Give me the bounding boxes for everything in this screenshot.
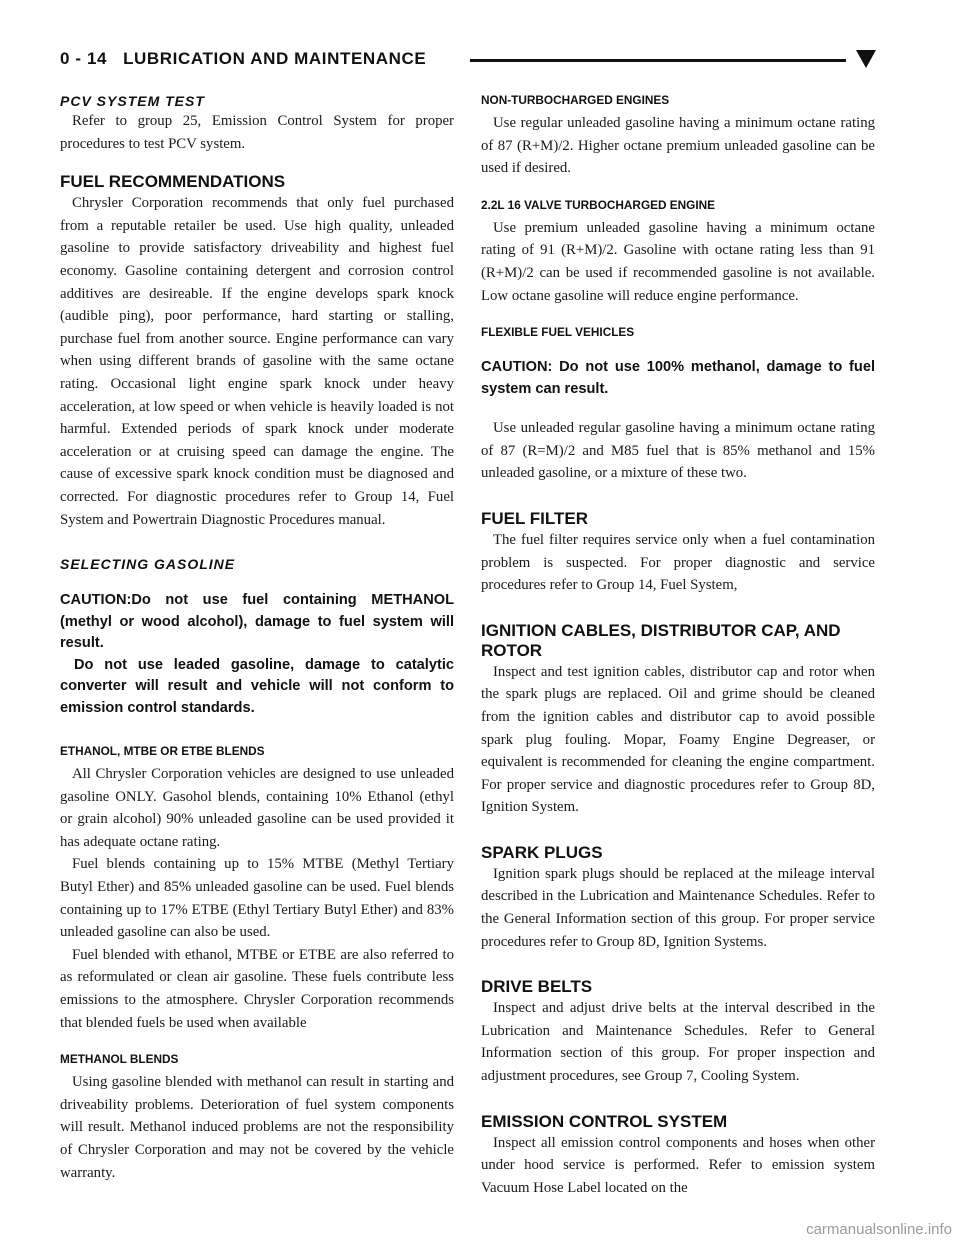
fuel-filter-heading: FUEL FILTER bbox=[481, 508, 589, 528]
selecting-gasoline-heading: SELECTING GASOLINE bbox=[60, 556, 236, 573]
header-rule bbox=[470, 59, 846, 62]
flex-fuel-heading: FLEXIBLE FUEL VEHICLES bbox=[481, 325, 635, 340]
drive-belts-text: Inspect and adjust drive belts at the interval described in the Lubrication and Maintenance Schedules. Refer to General Information section of this group. For proper inspection and adjustment procedures, see Group 7, Cooling System. bbox=[481, 1000, 875, 1085]
emission-control-text: Inspect all emission control components and hoses when other under hood service is performed. Refer to emission system Vacuum Hose Label located on the bbox=[481, 1134, 875, 1196]
page-header bbox=[60, 44, 880, 76]
turbo-heading: 2.2L 16 VALVE TURBOCHARGED ENGINE bbox=[481, 197, 716, 212]
methanol-blends-heading: METHANOL BLENDS bbox=[60, 1052, 179, 1067]
non-turbo-text: Use regular unleaded gasoline having a minimum octane rating of 87 (R+M)/2. Higher octane premium unleaded gasoline can be used if desired. bbox=[481, 115, 875, 177]
triangle-marker-icon bbox=[856, 50, 876, 68]
fuel-recommendations-text: Chrysler Corporation recommends that only fuel purchased from a reputable retailer be used. Use high quality, unleaded gasoline to provide satisfactory driveability and highest fuel economy. Gasoline containing detergent and corrosion control additives are desireable. If the engine develops spark knock (audible ping), poor performance, hard starting or stalling, purchase fuel from another source. Engine performance can vary when using different brands of gasoline with the same octane rating. Occasional light engine spark knock under heavy acceleration, at low speed or when vehicle is heavily loaded is not harmful. Extended periods of spark knock under moderate acceleration or at cruising speed can damage the engine. The cause of excessive spark knock condition must be diagnosed and corrected. For diagnostic procedures refer to Group 14, Fuel System and Powertrain Diagnostic Procedures manual. bbox=[60, 195, 454, 528]
ignition-heading: IGNITION CABLES, DISTRIBUTOR CAP, AND ROTOR bbox=[481, 620, 841, 660]
ethanol-paragraph-2: Fuel blends containing up to 15% MTBE (Methyl Tertiary Butyl Ether) and 85% unleaded gasoline can be used. Fuel blends containing up to 17% ETBE (Ethyl Tertiary Butyl Ether) and 83% unleaded gasoline can also be used. bbox=[60, 856, 454, 941]
fuel-filter-text: The fuel filter requires service only when a fuel contamination problem is suspected. For proper diagnostic and service procedures refer to Group 14, Fuel System, bbox=[481, 531, 875, 594]
header-title bbox=[60, 49, 426, 69]
non-turbo-heading: NON-TURBOCHARGED ENGINES bbox=[481, 93, 670, 107]
site-watermark: carmanualsonline.info bbox=[806, 1221, 952, 1238]
emission-control-heading: EMISSION CONTROL SYSTEM bbox=[481, 1111, 728, 1131]
pcv-heading: PCV SYSTEM TEST bbox=[60, 93, 205, 109]
section-title: LUBRICATION AND MAINTENANCE bbox=[123, 49, 427, 68]
right-column bbox=[481, 92, 875, 1199]
flex-fuel-caution: CAUTION: Do not use 100% methanol, damage to fuel system can result. bbox=[481, 359, 875, 397]
caution-leaded: Do not use leaded gasoline, damage to catalytic converter will result and vehicle will not conform to emission control standards. bbox=[60, 656, 454, 716]
fuel-recommendations-heading: FUEL RECOMMENDATIONS bbox=[60, 172, 286, 192]
caution-methanol: CAUTION:Do not use fuel containing METHANOL (methyl or wood alcohol), damage to fuel system will result. bbox=[60, 592, 454, 652]
ethanol-paragraph-3: Fuel blended with ethanol, MTBE or ETBE are also referred to as reformulated or clean air gasoline. These fuels contribute less emissions to the atmosphere. Chrysler Corporation recommends that blended fuels be used when available bbox=[60, 946, 454, 1031]
pcv-text: Refer to group 25, Emission Control System for proper procedures to test PCV system. bbox=[60, 113, 454, 152]
ignition-text: Inspect and test ignition cables, distributor cap and rotor when the spark plugs are replaced. Oil and grime should be cleaned from the ignition cables and distributor cap to avoid possible spark plug fouling. Mopar, Foamy Engine Degreaser, or equivalent is recommended for cleaning the engine compartment. For proper service and diagnostic procedures refer to Group 8D, Ignition System. bbox=[481, 663, 875, 816]
drive-belts-heading: DRIVE BELTS bbox=[481, 977, 593, 997]
ethanol-blends-heading: ETHANOL, MTBE OR ETBE BLENDS bbox=[60, 744, 265, 759]
ethanol-paragraph-1: All Chrysler Corporation vehicles are designed to use unleaded gasoline ONLY. Gasohol blends, containing 10% Ethanol (ethyl or grain alcohol) 90% unleaded gasoline can be used provided it has adequate octane rating. bbox=[60, 766, 454, 850]
page-number: 0 - 14 bbox=[60, 49, 108, 68]
methanol-blends-text: Using gasoline blended with methanol can result in starting and driveability problems. Deterioration of fuel system components will result. Methanol induced problems are not the responsibility of Chrysler Corporation and may not be covered by the vehicle warranty. bbox=[60, 1074, 454, 1181]
left-column bbox=[60, 92, 454, 1184]
spark-plugs-text: Ignition spark plugs should be replaced at the mileage interval described in the Lubrication and Maintenance Schedules. Refer to the General Information section of this group. For proper service procedures refer to Group 8D, Ignition Systems. bbox=[481, 865, 875, 950]
turbo-text: Use premium unleaded gasoline having a minimum octane rating of 91 (R+M)/2. Gasoline with octane rating less than 91 (R+M)/2 can be used if recommended gasoline is not available. Low octane gasoline will reduce engine performance. bbox=[481, 219, 875, 304]
flex-fuel-text: Use unleaded regular gasoline having a minimum octane rating of 87 (R=M)/2 and M85 fuel that is 85% methanol and 15% unleaded gasoline, or a mixture of these two. bbox=[481, 420, 875, 482]
spark-plugs-heading: SPARK PLUGS bbox=[481, 842, 603, 862]
